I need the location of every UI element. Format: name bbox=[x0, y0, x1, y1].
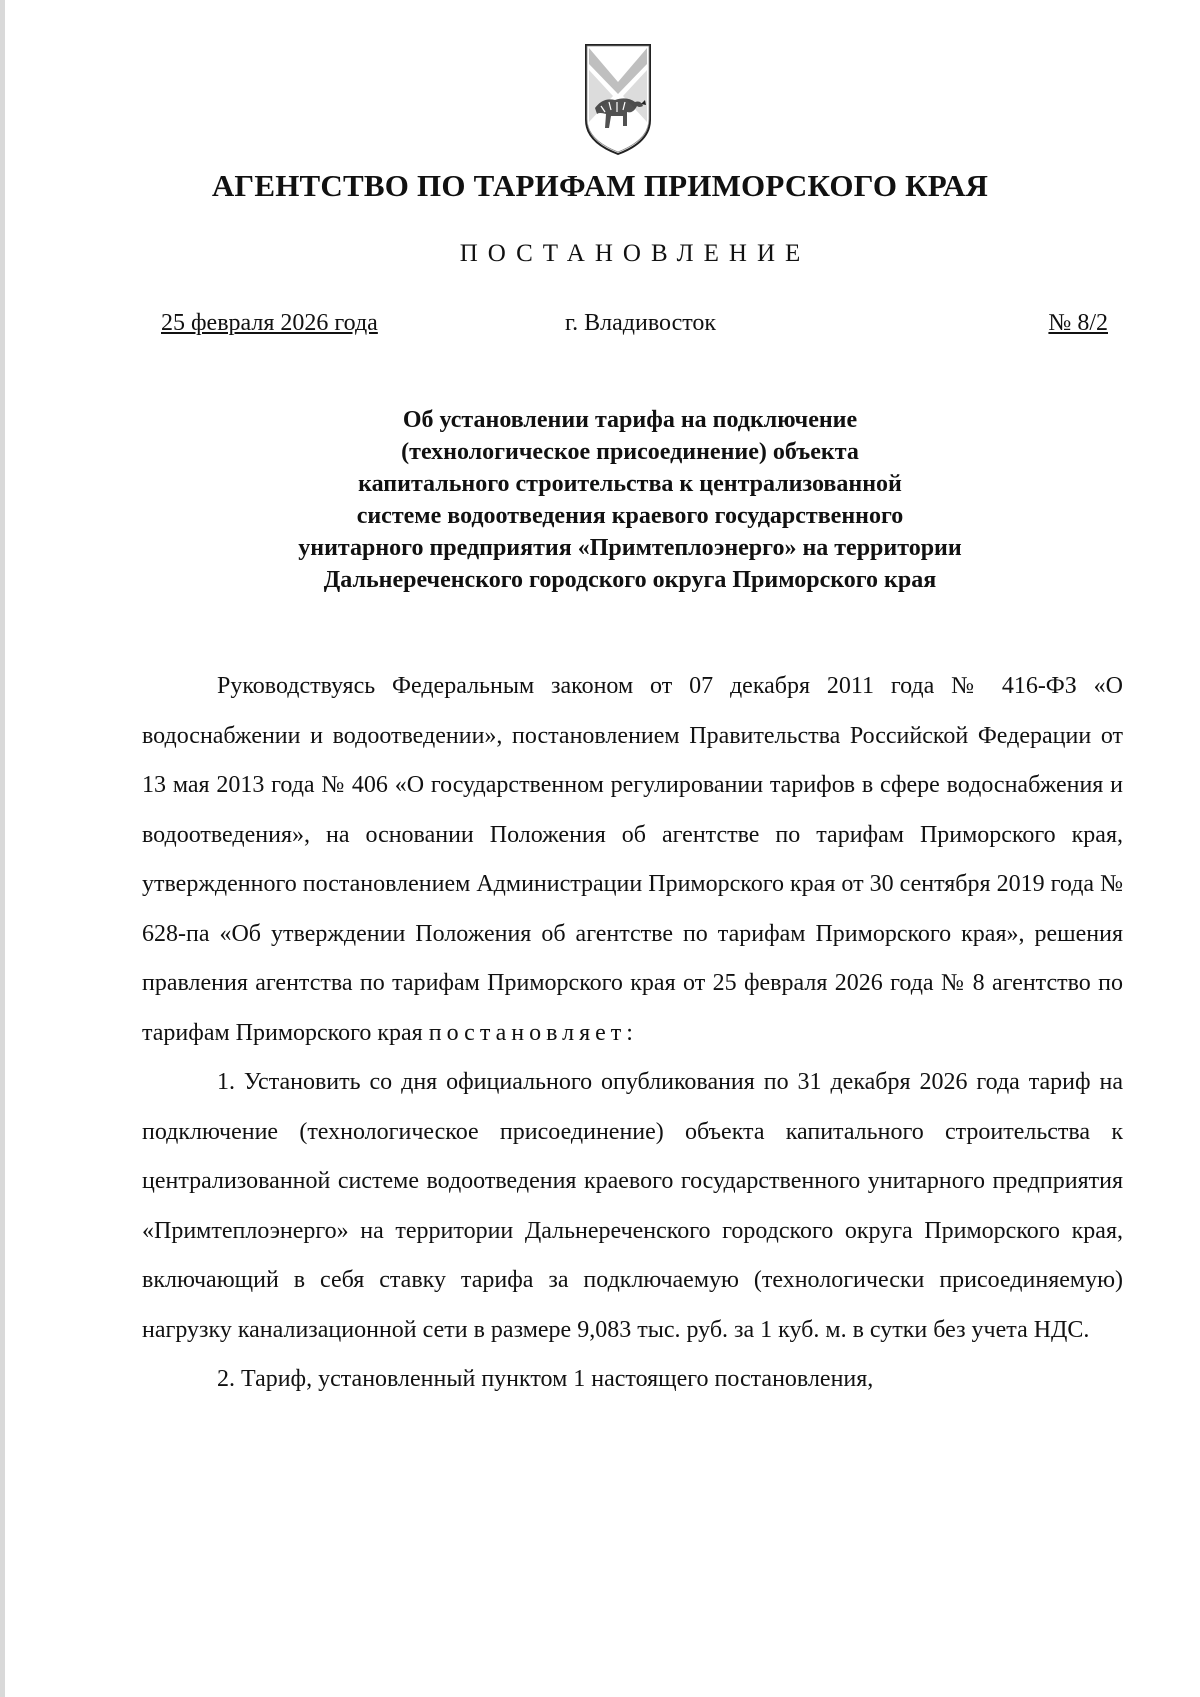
decree-word: постановляет: bbox=[428, 1019, 638, 1046]
title-line: (технологическое присоединение) объекта bbox=[401, 439, 859, 465]
document-type: ПОСТАНОВЛЕНИЕ bbox=[459, 240, 811, 267]
document-date: 25 февраля 2026 года bbox=[161, 310, 378, 336]
document-title bbox=[160, 404, 1100, 596]
preamble-text: Руководствуясь Федеральным законом от 07 декабря 2011 года № 416-ФЗ «О водоснабжении и водоотведении», постановлением Правительства Российской Федерации от 13 мая 2013 года № 406 «О государственном регулировании тарифов в сфере водоснабжения и водоотведения», на основании Положения об агентстве по тарифам Приморского края, утвержденного постановлением Администрации Приморского края от 30 сентября 2019 года № 628-па «Об утверждении Положения об агентстве по тарифам Приморского края», решения правления агентства по тарифам Приморского края от 25 февраля 2026 года № 8 агентство по тарифам Приморского края bbox=[142, 673, 1123, 1046]
document-number: № 8/2 bbox=[1048, 310, 1108, 336]
item-1-paragraph: 1. Установить со дня официального опубликования по 31 декабря 2026 года тариф на подключение (технологическое присоединение) объекта капитального строительства к централизованной системе водоотведения краевого государственного унитарного предприятия «Примтеплоэнерго» на территории Дальнереченского городского округа Приморского края, включающий в себя ставку тарифа за подключаемую (технологически присоединяемую) нагрузку канализационной сети в размере 9,083 тыс. руб. за 1 куб. м. в сутки без учета НДС. bbox=[142, 1069, 1123, 1343]
document-city: г. Владивосток bbox=[565, 310, 717, 336]
agency-name: АГЕНТСТВО ПО ТАРИФАМ ПРИМОРСКОГО КРАЯ bbox=[211, 168, 989, 203]
item-2-paragraph: 2. Тариф, установленный пунктом 1 настоящего постановления, bbox=[217, 1366, 874, 1392]
preamble-paragraph bbox=[142, 662, 1123, 1058]
title-line: Об установлении тарифа на подключение bbox=[402, 407, 858, 433]
title-line: Дальнереченского городского округа Приморского края bbox=[323, 567, 937, 593]
title-line: унитарного предприятия «Примтеплоэнерго» на территории bbox=[298, 535, 962, 561]
title-line: системе водоотведения краевого государственного bbox=[356, 503, 904, 529]
coat-of-arms-icon bbox=[583, 42, 653, 157]
document-body bbox=[142, 662, 1123, 1405]
title-line: капитального строительства к централизованной bbox=[358, 471, 902, 497]
